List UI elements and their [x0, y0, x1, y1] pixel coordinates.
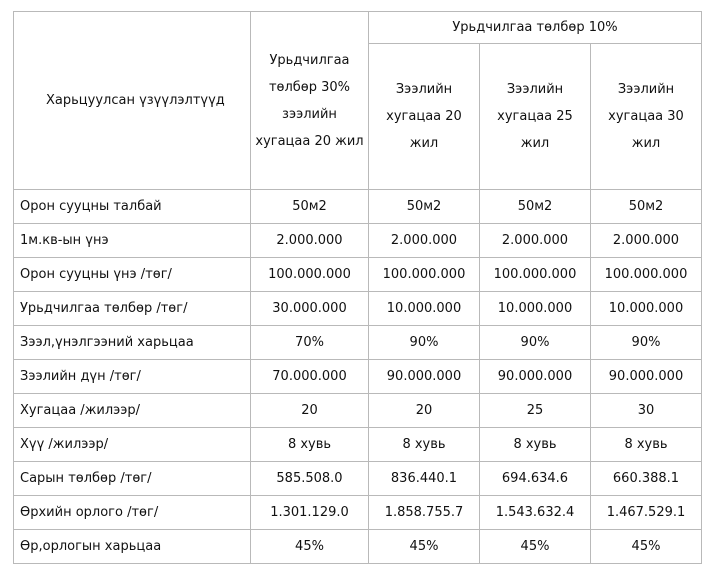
table-cell: 45%	[369, 530, 480, 564]
group-downpayment-10-header: Урьдчилгаа төлбөр 10%	[369, 12, 702, 44]
table-right-edge	[702, 326, 710, 360]
table-right-edge	[702, 394, 710, 428]
row-label: Хүү /жилээр/	[14, 428, 251, 462]
table-cell: 1.467.529.1	[591, 496, 702, 530]
table-right-edge	[702, 462, 710, 496]
table-cell: 1.543.632.4	[480, 496, 591, 530]
table-row	[14, 394, 710, 428]
table-cell: 10.000.000	[369, 292, 480, 326]
col-term-30-header: Зээлийн хугацаа 30 жил	[591, 44, 702, 190]
table-cell: 90.000.000	[591, 360, 702, 394]
col-term-25-header: Зээлийн хугацаа 25 жил	[480, 44, 591, 190]
table-cell: 45%	[251, 530, 369, 564]
table-cell: 2.000.000	[480, 224, 591, 258]
table-cell: 1.858.755.7	[369, 496, 480, 530]
table-right-edge	[702, 496, 710, 530]
table-cell: 8 хувь	[480, 428, 591, 462]
table-cell: 660.388.1	[591, 462, 702, 496]
table-cell: 45%	[480, 530, 591, 564]
table-right-edge	[702, 12, 710, 190]
col-downpayment-30-header: Урьдчилгаа төлбөр 30% зээлийн хугацаа 20 жил	[251, 12, 369, 190]
row-label: Өрхийн орлого /төг/	[14, 496, 251, 530]
table-cell: 2.000.000	[251, 224, 369, 258]
table-cell: 70%	[251, 326, 369, 360]
table-right-edge	[702, 258, 710, 292]
row-label: Урьдчилгаа төлбөр /төг/	[14, 292, 251, 326]
table-cell: 90%	[480, 326, 591, 360]
criteria-header: Харьцуулсан үзүүлэлтүүд	[14, 12, 251, 190]
comparison-table	[13, 11, 710, 564]
row-label: Зээлийн дүн /төг/	[14, 360, 251, 394]
table-cell: 25	[480, 394, 591, 428]
table-row	[14, 462, 710, 496]
table-row	[14, 292, 710, 326]
row-label: 1м.кв-ын үнэ	[14, 224, 251, 258]
table-cell: 90%	[591, 326, 702, 360]
table-cell: 90.000.000	[480, 360, 591, 394]
table-row	[14, 190, 710, 224]
table-row	[14, 224, 710, 258]
table-cell: 10.000.000	[480, 292, 591, 326]
table-cell: 100.000.000	[480, 258, 591, 292]
row-label: Сарын төлбөр /төг/	[14, 462, 251, 496]
table-cell: 10.000.000	[591, 292, 702, 326]
row-label: Зээл,үнэлгээний харьцаа	[14, 326, 251, 360]
table-cell: 1.301.129.0	[251, 496, 369, 530]
table-cell: 8 хувь	[251, 428, 369, 462]
table-cell: 30.000.000	[251, 292, 369, 326]
table-cell: 694.634.6	[480, 462, 591, 496]
table-row	[14, 360, 710, 394]
table-cell: 90%	[369, 326, 480, 360]
table-cell: 836.440.1	[369, 462, 480, 496]
row-label: Хугацаа /жилээр/	[14, 394, 251, 428]
row-label: Орон сууцны талбай	[14, 190, 251, 224]
table-right-edge	[702, 292, 710, 326]
table-cell: 90.000.000	[369, 360, 480, 394]
table-cell: 30	[591, 394, 702, 428]
table-row	[14, 326, 710, 360]
table-cell: 20	[251, 394, 369, 428]
table-cell: 50м2	[251, 190, 369, 224]
table-cell: 100.000.000	[369, 258, 480, 292]
table-cell: 20	[369, 394, 480, 428]
table-cell: 585.508.0	[251, 462, 369, 496]
row-label: Орон сууцны үнэ /төг/	[14, 258, 251, 292]
table-cell: 45%	[591, 530, 702, 564]
table-right-edge	[702, 190, 710, 224]
row-label: Өр,орлогын харьцаа	[14, 530, 251, 564]
table-cell: 50м2	[480, 190, 591, 224]
table-row	[14, 530, 710, 564]
table-cell: 70.000.000	[251, 360, 369, 394]
table-cell: 100.000.000	[251, 258, 369, 292]
col-term-20-header: Зээлийн хугацаа 20 жил	[369, 44, 480, 190]
table-row	[14, 428, 710, 462]
table-right-edge	[702, 224, 710, 258]
table-row	[14, 496, 710, 530]
table-row	[14, 258, 710, 292]
table-cell: 8 хувь	[591, 428, 702, 462]
table-cell: 50м2	[591, 190, 702, 224]
table-right-edge	[702, 360, 710, 394]
table-cell: 100.000.000	[591, 258, 702, 292]
table-cell: 2.000.000	[591, 224, 702, 258]
table-cell: 8 хувь	[369, 428, 480, 462]
table-right-edge	[702, 530, 710, 564]
table-right-edge	[702, 428, 710, 462]
comparison-table-wrapper	[13, 11, 710, 564]
table-cell: 50м2	[369, 190, 480, 224]
table-cell: 2.000.000	[369, 224, 480, 258]
